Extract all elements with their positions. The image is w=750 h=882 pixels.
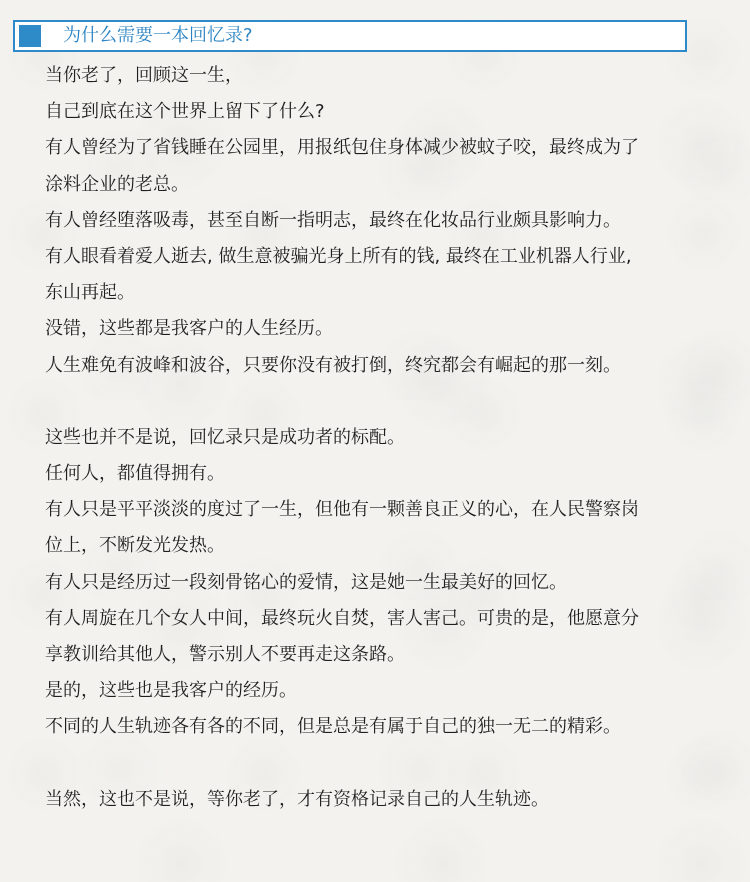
square-bullet-icon [19,25,41,47]
text-line: 任何人，都值得拥有。 [45,463,225,485]
text-line: 是的，这些也是我客户的经历。 [45,680,297,702]
blank-line [45,384,735,420]
text-line: 有人只是平平淡淡的度过了一生，但他有一颗善良正义的心，在人民警察岗 [45,499,639,521]
text-line: 东山再起。 [45,282,135,304]
section-header [13,20,687,52]
text-line: 不同的人生轨迹各有各的不同，但是总是有属于自己的独一无二的精彩。 [45,716,621,738]
section-title: 为什么需要一本回忆录? [63,25,253,46]
text-line: 享教训给其他人，警示别人不要再走这条路。 [45,644,405,665]
text-line: 有人曾经堕落吸毒，甚至自断一指明志，最终在化妆品行业颇具影响力。 [45,209,621,231]
blank-line [45,746,735,782]
text-line: 有人眼看着爱人逝去, 做生意被骗光身上所有的钱, 最终在工业机器人行业, [45,245,632,267]
text-line: 有人只是经历过一段刻骨铭心的爱情，这是她一生最美好的回忆。 [45,571,567,593]
text-line: 这些也并不是说，回忆录只是成功者的标配。 [45,426,405,448]
text-line: 有人周旋在几个女人中间，最终玩火自焚，害人害己。可贵的是，他愿意分 [45,607,639,629]
text-line: 没错，这些都是我客户的人生经历。 [45,318,333,340]
text-line: 当你老了，回顾这一生， [45,65,243,86]
text-line: 位上，不断发光发热。 [45,535,225,557]
body-text [45,58,735,818]
text-line: 人生难免有波峰和波谷，只要你没有被打倒，终究都会有崛起的那一刻。 [45,354,621,376]
text-line: 当然，这也不是说，等你老了，才有资格记录自己的人生轨迹。 [45,788,549,810]
text-line: 有人曾经为了省钱睡在公园里，用报纸包住身体减少被蚊子咬，最终成为了 [45,137,639,159]
text-line: 涂料企业的老总。 [45,173,189,195]
text-line: 自己到底在这个世界上留下了什么? [45,101,325,123]
